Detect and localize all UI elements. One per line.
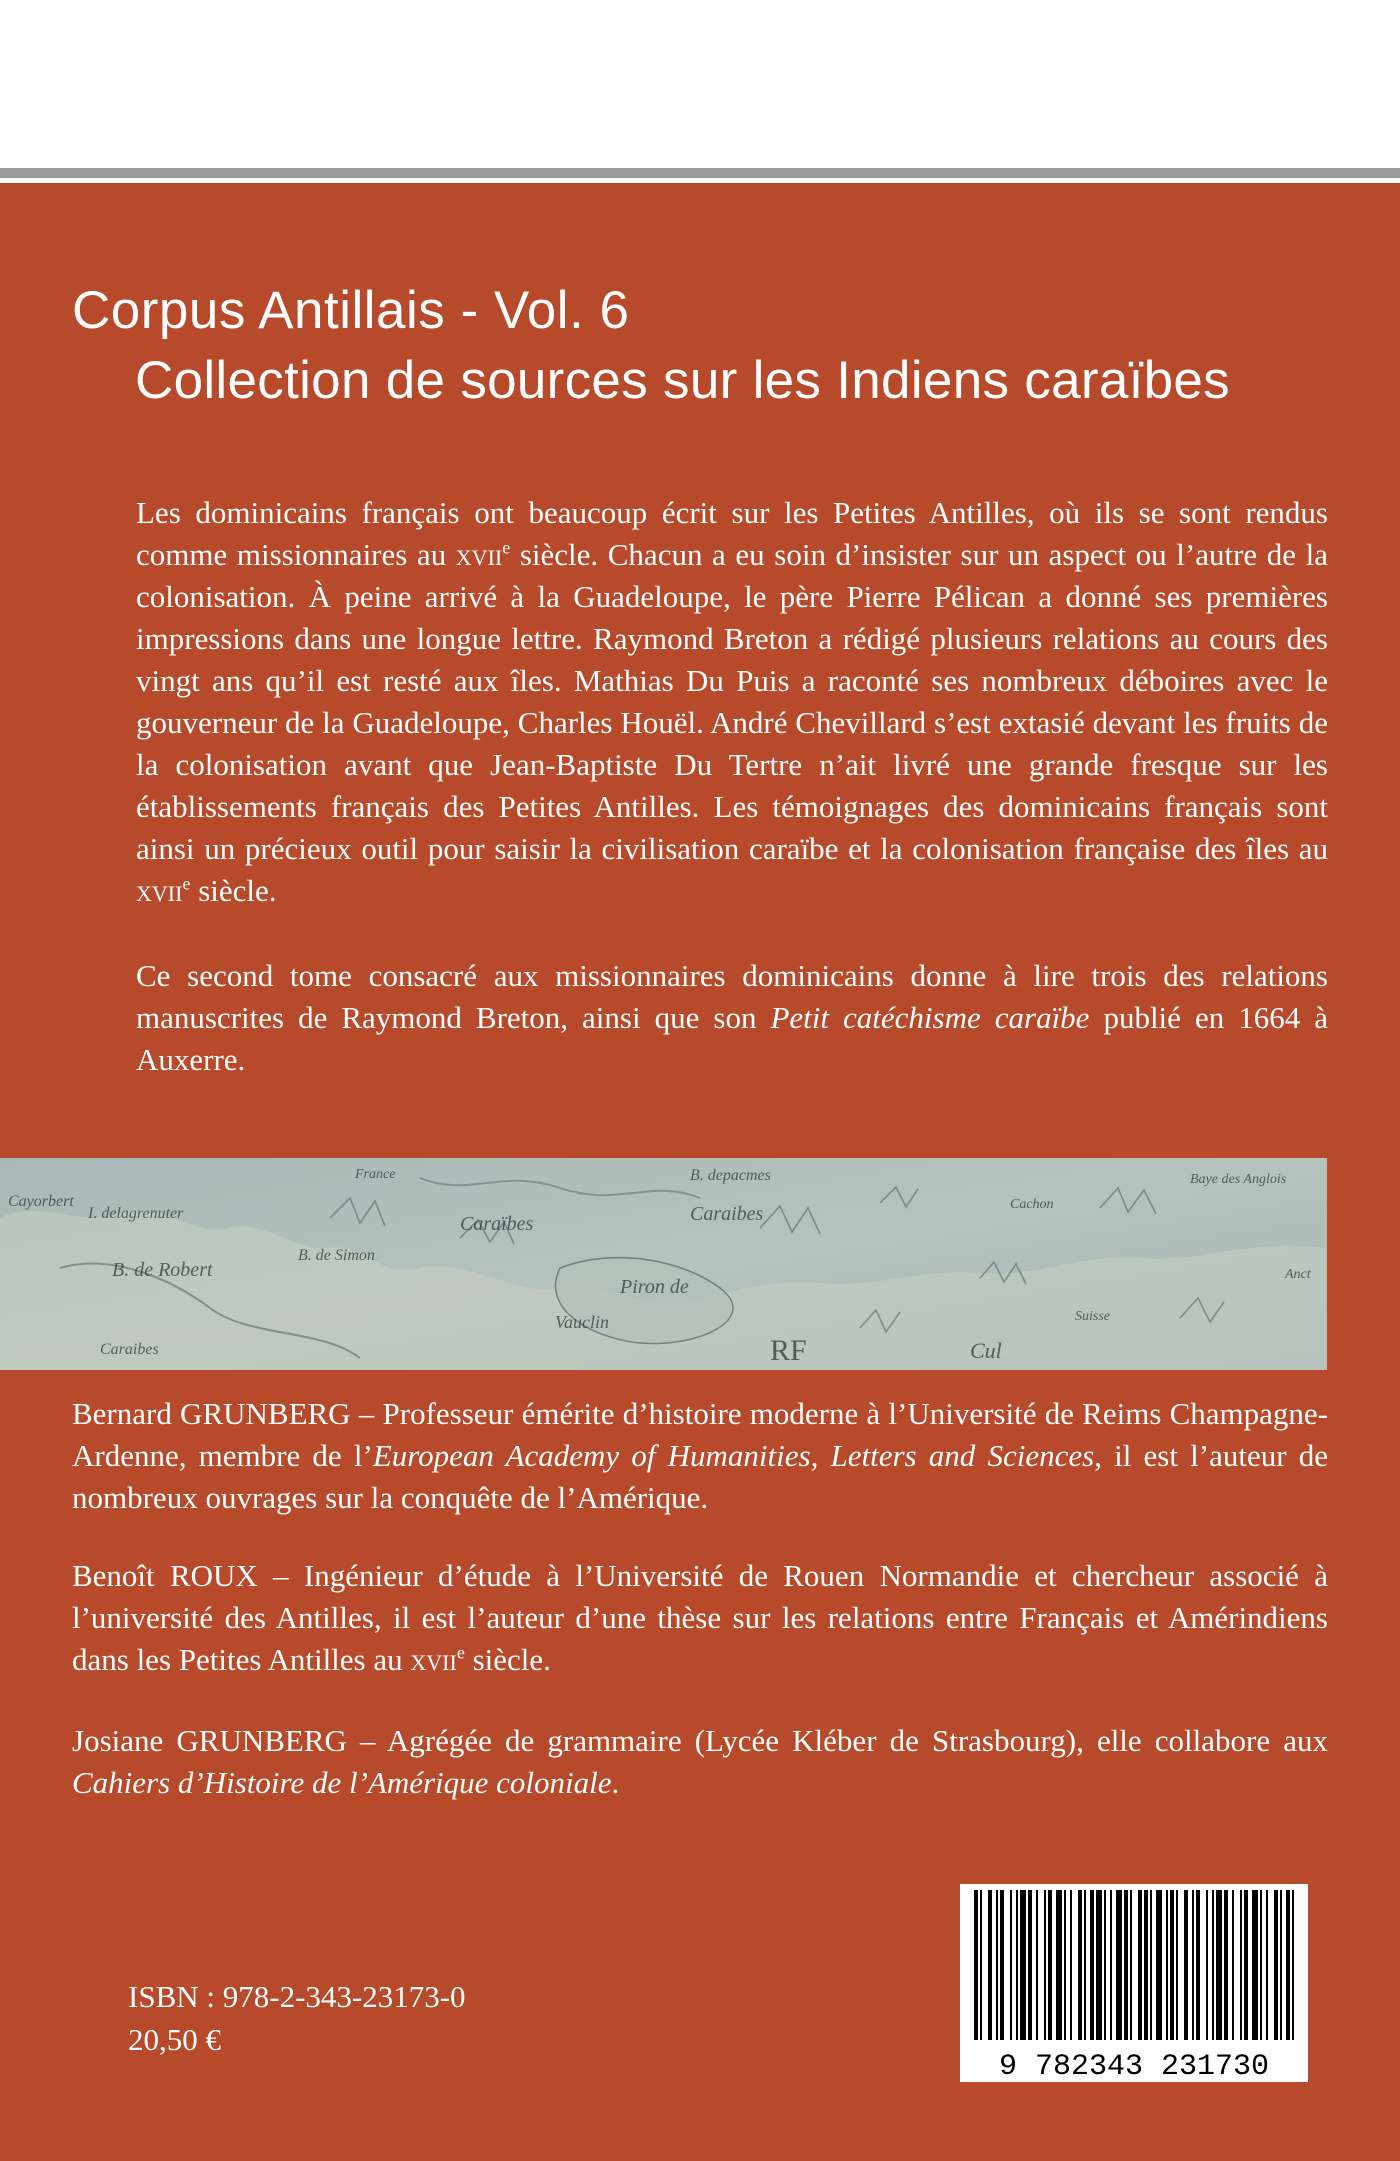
barcode-bar <box>1176 1890 1178 2040</box>
barcode <box>960 1884 1308 2082</box>
barcode-bar <box>1260 1890 1262 2040</box>
barcode-bar <box>1216 1890 1222 2040</box>
map-label: I. delagrenuter <box>88 1205 184 1222</box>
barcode-bar <box>1274 1890 1278 2040</box>
barcode-bar <box>1000 1890 1004 2040</box>
barcode-bar <box>1286 1890 1290 2040</box>
map-label: Anct <box>1285 1267 1311 1282</box>
barcode-bar <box>1280 1890 1282 2040</box>
barcode-bar <box>1110 1890 1112 2040</box>
map-label: Caraïbes <box>460 1213 534 1235</box>
barcode-bar <box>1096 1890 1102 2040</box>
map-label: B. depacmes <box>690 1167 771 1184</box>
map-label: Baye des Anglois <box>1190 1172 1287 1187</box>
map-image <box>0 1158 1327 1370</box>
author-bio-benoit-roux: Benoît ROUX – Ingénieur d’étude à l’Université de Rouen Normandie et chercheur associé à l’université des Antilles, il est l’auteur d’une thèse sur les relations entre Français et Amérindiens dans les Petites Antilles au xvii$^e$ siècle. <box>72 1558 1329 1677</box>
barcode-bar <box>1166 1890 1168 2040</box>
barcode-bar <box>1252 1890 1258 2040</box>
map-label: Vauclin <box>555 1312 609 1332</box>
price: 20,50 € <box>128 2022 221 2057</box>
barcode-bar <box>1292 1890 1294 2040</box>
barcode-bar <box>1044 1890 1046 2040</box>
barcode-bar <box>1078 1890 1082 2040</box>
barcode-bar <box>1090 1890 1094 2040</box>
author-name: Bernard GRUNBERG <box>72 1396 351 1431</box>
barcode-bar <box>974 1890 978 2040</box>
map-label: Caraibes <box>100 1341 159 1358</box>
map-label: Cul <box>970 1338 1002 1363</box>
barcode-bar <box>980 1890 982 2040</box>
barcode-bar <box>1170 1890 1174 2040</box>
author-name: Josiane GRUNBERG <box>72 1723 347 1758</box>
barcode-bar <box>1028 1890 1032 2040</box>
barcode-bar <box>1224 1890 1228 2040</box>
barcode-bar <box>1244 1890 1248 2040</box>
barcode-bar <box>1156 1890 1162 2040</box>
barcode-bar <box>1020 1890 1026 2040</box>
barcode-bars <box>960 1884 1308 2082</box>
barcode-bar <box>1130 1890 1132 2040</box>
map-label: Cachon <box>1010 1197 1054 1212</box>
barcode-bar <box>1016 1890 1018 2040</box>
barcode-bar <box>1196 1890 1200 2040</box>
summary-paragraph-1: Les dominicains français ont beaucoup écrit sur les Petites Antilles, où ils se sont rendus comme missionnaires au xvii$^e$ siècle. Chacun a eu soin d’insister sur un aspect ou l’autre de la colonisation. À peine arrivé à la Guadeloupe, le père Pierre Pélican a donné ses premières impressions dans une longue lettre. Raymond Breton a rédigé plusieurs relations au cours des vingt ans qu’il est resté aux îles. Mathias Du Puis a raconté ses nombreux déboires avec le gouverneur de la Guadeloupe, Charles Houël. André Chevillard s’est extasié devant les fruits de la colonisation avant que Jean-Baptiste Du Tertre n’ait livré une grande fresque sur les établissements français des Petites Antilles. Les témoignages des dominicains français sont ainsi un précieux outil pour saisir la civilisation caraïbe et la colonisation française des îles au xvii$^e$ siècle. <box>136 495 1328 908</box>
series-title: Corpus Antillais - Vol. 6 <box>72 281 630 340</box>
barcode-digits: 9 782343 231730 <box>998 2050 1270 2082</box>
map-label: Cayorbert <box>8 1193 74 1210</box>
barcode-bar <box>1240 1890 1242 2040</box>
map-label: Piron de <box>620 1276 689 1298</box>
white-top-band <box>0 0 1400 168</box>
barcode-bar <box>1010 1890 1012 2040</box>
barcode-bar <box>1084 1890 1086 2040</box>
author-name: Benoît ROUX <box>72 1558 258 1593</box>
barcode-bar <box>1070 1890 1072 2040</box>
grey-rule <box>0 168 1400 178</box>
map-label: RF <box>770 1334 807 1367</box>
barcode-bar <box>1048 1890 1052 2040</box>
isbn: ISBN : 978-2-343-23173-0 <box>128 1979 466 2014</box>
author-bio-josiane-grunberg: Josiane GRUNBERG – Agrégée de grammaire (Lycée Kléber de Strasbourg), elle collabore aux Cahiers d’Histoire de l’Amérique coloniale. <box>72 1723 1328 1800</box>
barcode-bar <box>1116 1890 1122 2040</box>
barcode-bar <box>1104 1890 1106 2040</box>
map-label: Suisse <box>1075 1309 1110 1324</box>
map-label: France <box>355 1167 396 1182</box>
barcode-bar <box>1036 1890 1038 2040</box>
barcode-bar <box>1232 1890 1234 2040</box>
barcode-bar <box>1266 1890 1268 2040</box>
barcode-bar <box>1192 1890 1194 2040</box>
map-label: B. de Simon <box>298 1247 375 1264</box>
barcode-bar <box>988 1890 992 2040</box>
author-bio-bernard-grunberg: Bernard GRUNBERG – Professeur émérite d’histoire moderne à l’Université de Reims Champagne-Ardenne, membre de l’European Academy of Humanities, Letters and Sciences, il est l’auteur de nombreux ouvrages sur la conquête de l’Amérique. <box>72 1396 1329 1515</box>
barcode-bar <box>1184 1890 1188 2040</box>
barcode-bar <box>1064 1890 1066 2040</box>
barcode-bar <box>1212 1890 1214 2040</box>
barcode-bar <box>1056 1890 1062 2040</box>
barcode-bar <box>996 1890 998 2040</box>
isbn-price-block <box>128 1975 466 2061</box>
historic-map-strip <box>0 1158 1327 1370</box>
barcode-bar <box>1144 1890 1148 2040</box>
collection-title: Collection de sources sur les Indiens caraïbes <box>135 351 1230 410</box>
barcode-bar <box>1206 1890 1208 2040</box>
map-label: B. de Robert <box>112 1259 213 1281</box>
map-label: Caraibes <box>690 1203 764 1225</box>
barcode-bar <box>1124 1890 1128 2040</box>
summary-paragraph-2: Ce second tome consacré aux missionnaires dominicains donne à lire trois des relations manuscrites de Raymond Breton, ainsi que son Petit catéchisme caraïbe publié en 1664 à Auxerre. <box>136 958 1328 1077</box>
barcode-bar <box>1138 1890 1142 2040</box>
barcode-bar <box>1150 1890 1152 2040</box>
